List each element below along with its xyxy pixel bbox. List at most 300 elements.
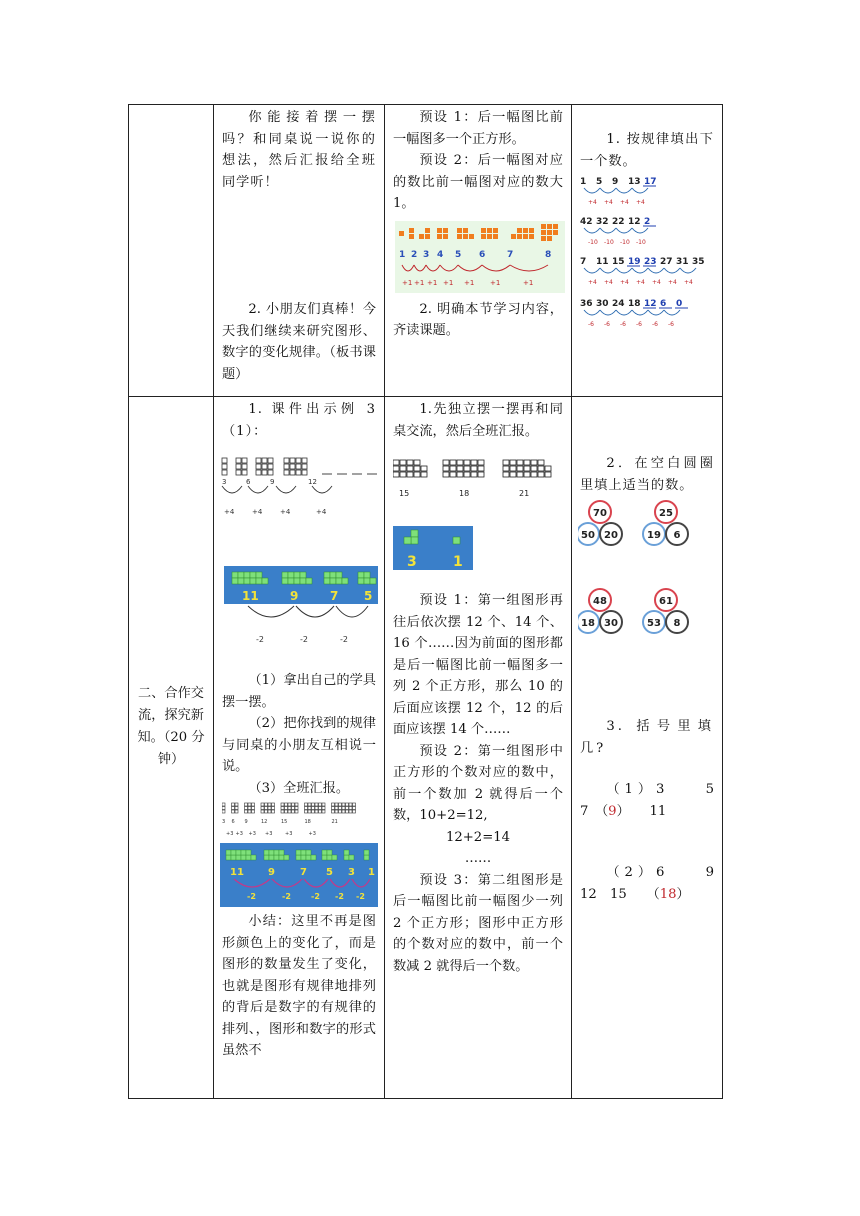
squares-growth-figure [395, 221, 565, 293]
report-square [235, 807, 238, 810]
circle-number: 61 [659, 596, 673, 607]
report-square [268, 807, 271, 810]
circle-number: 19 [647, 530, 661, 541]
decrease-number: 1 [368, 867, 375, 878]
report-square [342, 807, 345, 810]
report-square [335, 810, 338, 813]
report-square [269, 855, 274, 860]
grid-square [414, 460, 420, 465]
sequence-step: +4 [604, 199, 613, 206]
decrease-number: 3 [348, 867, 355, 878]
circle-number: 48 [593, 596, 607, 607]
student-paragraph: 预设 3：第二组图形是后一幅图比前一幅图少一列 2 个正方形；图形中正方形的个数对应的数中，前一个数减 2 就得后一个数。 [393, 872, 563, 974]
report-square [332, 803, 335, 806]
teacher-paragraph: 你能接着摆一摆吗？和同桌说一说你的想法，然后汇报给全班同学听！ [222, 110, 376, 190]
grid-square [464, 472, 470, 477]
strip-number: 6 [479, 249, 486, 260]
strip-number: 8 [545, 249, 552, 260]
report-square [272, 810, 275, 813]
sequence-number: 42 [580, 217, 593, 227]
sequence-number: 35 [692, 257, 705, 267]
grid-square [450, 466, 456, 471]
report-step: +3 [226, 831, 234, 837]
report-square [288, 807, 291, 810]
grid-square [517, 472, 523, 477]
report-number: 15 [281, 819, 288, 825]
sequence-step: +4 [652, 279, 661, 286]
circle-number: 6 [673, 530, 681, 541]
report-square [364, 850, 369, 855]
report-square [245, 810, 248, 813]
grid-square [517, 460, 523, 465]
sequence-arc [616, 310, 632, 315]
report-square [332, 807, 335, 810]
decrease-step: -2 [247, 892, 256, 901]
sequence-step: +4 [636, 199, 645, 206]
report-square [281, 810, 284, 813]
student-paragraph: 预设 2：后一幅图对应的数比前一幅图对应的数大 1。 [393, 153, 563, 211]
sequence-step: -6 [652, 321, 658, 328]
sequence-step: +4 [668, 279, 677, 286]
report-square [241, 855, 246, 860]
report-square [236, 850, 241, 855]
report-square [268, 810, 271, 813]
report-square [272, 807, 275, 810]
report-square [222, 807, 225, 810]
decreasing-squares-figure [224, 566, 378, 646]
report-number: 12 [261, 819, 268, 825]
report-number: 6 [231, 819, 235, 825]
report-square [274, 850, 279, 855]
exercise-question-3: 3. 括号里填几? [580, 719, 714, 756]
strip-number: 3 [423, 249, 430, 260]
grid-square [478, 472, 484, 477]
sequence-number: 11 [596, 257, 609, 267]
sequence-arc [584, 268, 600, 273]
report-square [246, 855, 251, 860]
strip-step: +1 [490, 278, 501, 287]
sequence-number: 22 [612, 217, 625, 227]
example-arc [248, 486, 268, 493]
report-square [281, 803, 284, 806]
decrease-step: -2 [335, 892, 344, 901]
report-square [332, 810, 335, 813]
sequence-number: 36 [580, 299, 593, 309]
sequence-arc [680, 268, 696, 273]
decreasing-squares-figure-2 [220, 843, 378, 907]
grid-square [531, 460, 537, 465]
group-number: 3 [407, 554, 417, 570]
report-square [248, 807, 251, 810]
report-square [248, 803, 251, 806]
sequence-arc [584, 188, 600, 193]
report-square [315, 807, 318, 810]
stage-label: 二、合作交流，探究新知。（20 分钟） [137, 686, 205, 767]
sequence-number: 30 [596, 299, 609, 309]
exercise-q3-part-2 [572, 862, 741, 905]
grid-square [407, 466, 413, 471]
grid-square [545, 472, 551, 477]
grid-square [464, 460, 470, 465]
example-number: 3 [222, 478, 227, 486]
sequence-step: -6 [636, 321, 642, 328]
grid-square [471, 460, 477, 465]
report-square [346, 803, 349, 806]
grid-square [393, 472, 399, 477]
report-square [344, 855, 349, 860]
exercise-title: 1. 按规律填出下一个数。 [580, 132, 714, 169]
sequence-arc [600, 310, 616, 315]
grid-square [538, 466, 544, 471]
grid-square [545, 466, 551, 471]
report-square [252, 803, 255, 806]
sequence-step: -6 [620, 321, 626, 328]
grid-square [464, 466, 470, 471]
report-square [339, 810, 342, 813]
sequence-answer: 23 [644, 257, 657, 267]
report-square [322, 855, 327, 860]
grid-square [531, 466, 537, 471]
sequence-step: +4 [588, 279, 597, 286]
circle-number: 53 [647, 618, 661, 629]
circle-number: 50 [581, 530, 595, 541]
exercise-q3-part-1 [572, 779, 741, 822]
report-square [281, 807, 284, 810]
grid-square [471, 466, 477, 471]
strip-step: +1 [464, 278, 475, 287]
report-square [272, 803, 275, 806]
sequence-answer: 6 [660, 299, 667, 309]
grid-square [457, 472, 463, 477]
strip-number: 2 [411, 249, 418, 260]
report-square [312, 810, 315, 813]
grid-number: 18 [459, 489, 470, 498]
report-step: +3 [248, 831, 256, 837]
report-square [319, 807, 322, 810]
decrease-step: -2 [356, 892, 365, 901]
report-square [335, 807, 338, 810]
sequence-number: 24 [612, 299, 625, 309]
example-number: 6 [246, 478, 251, 486]
example-3-squares-figure [216, 456, 384, 526]
report-number: 21 [331, 819, 338, 825]
decrease-number: 9 [268, 867, 275, 878]
circle-number: 25 [659, 508, 673, 519]
grid-square [510, 460, 516, 465]
student-equation: 12+2=14 [445, 829, 511, 845]
sequence-number: 15 [612, 257, 625, 267]
summary-paragraph: 小结：这里不再是图形颜色上的变化了，而是图形的数量发生了变化，也就是图形有规律地排列的背后是数字的有规律的排列、，图形和数字的形式虽然不 [222, 914, 376, 1058]
report-square [322, 807, 325, 810]
report-square [288, 803, 291, 806]
report-square [265, 810, 268, 813]
report-square [339, 803, 342, 806]
report-square [349, 855, 354, 860]
sequence-number: 5 [596, 177, 603, 187]
grid-square [471, 472, 477, 477]
sequence-arc [600, 268, 616, 273]
report-square [222, 803, 225, 806]
grid-square [457, 466, 463, 471]
report-square [279, 850, 284, 855]
strip-step: +1 [427, 278, 438, 287]
sequence-step: +4 [604, 279, 613, 286]
sequence-answer: 2 [644, 217, 651, 227]
grid-square [510, 472, 516, 477]
strip-step: +1 [414, 278, 425, 287]
report-square [222, 810, 225, 813]
report-square [261, 807, 264, 810]
grid-square [393, 466, 399, 471]
report-square [236, 855, 241, 860]
report-square [284, 855, 289, 860]
strip-number: 5 [455, 249, 462, 260]
sequence-arc [664, 268, 680, 273]
sequence-arc [600, 228, 616, 233]
class-report-small-figure [222, 801, 382, 841]
report-number: 18 [304, 819, 311, 825]
q3b-answer: 18 [659, 886, 677, 902]
report-square [353, 807, 356, 810]
grid-square [400, 472, 406, 477]
report-step: +3 [265, 831, 273, 837]
sequence-number: 9 [612, 177, 619, 187]
report-square [261, 810, 264, 813]
report-step: +3 [285, 831, 293, 837]
grid-square [503, 460, 509, 465]
sequence-step: +4 [588, 199, 597, 206]
student-activity-cell [385, 397, 572, 1099]
teacher-paragraph: （3）全班汇报。 [248, 780, 350, 796]
example-arc [222, 486, 242, 493]
report-square [344, 850, 349, 855]
report-square [349, 810, 352, 813]
q3a-prefix: （1）3 5 7 （ [580, 782, 741, 819]
report-square [308, 807, 311, 810]
circle-puzzle-figure [578, 500, 718, 650]
grid-square [538, 460, 544, 465]
report-square [295, 807, 298, 810]
report-square [301, 850, 306, 855]
sequence-answer: 12 [644, 299, 657, 309]
grid-square [407, 472, 413, 477]
sequence-answer: 17 [644, 177, 657, 187]
sequence-arc [616, 268, 632, 273]
decrease-arc [336, 606, 368, 617]
grid-square [400, 460, 406, 465]
report-square [285, 803, 288, 806]
report-square [315, 810, 318, 813]
report-square [295, 803, 298, 806]
teacher-activity-cell [214, 397, 385, 1099]
sequence-arc [648, 310, 664, 315]
report-number: 9 [244, 819, 248, 825]
sequence-step: -6 [604, 321, 610, 328]
report-square [235, 803, 238, 806]
sequence-step: -6 [588, 321, 594, 328]
report-square [308, 803, 311, 806]
teacher-paragraph: 1. 课件出示例 3（1）： [222, 402, 376, 439]
sequence-step: +4 [620, 199, 629, 206]
example-step: +4 [252, 508, 263, 516]
decrease-arc [248, 606, 294, 617]
strip-number: 4 [437, 249, 444, 260]
student-paragraph: 预设 2：第一组图形中正方形的个数对应的数中，前一个数加 2 就得后一个数，10+2=12, [393, 743, 563, 823]
teacher-activity-cell [214, 105, 385, 397]
q3a-answer: 9 [608, 803, 617, 819]
report-square [292, 807, 295, 810]
report-square [332, 855, 337, 860]
example-number: 12 [308, 478, 317, 486]
report-square [335, 803, 338, 806]
report-square [295, 810, 298, 813]
decrease-number: 11 [242, 589, 259, 603]
report-square [312, 803, 315, 806]
report-square [342, 810, 345, 813]
circle-number: 30 [604, 618, 618, 629]
stage-cell-empty [129, 105, 214, 397]
sequence-arc [632, 188, 648, 193]
report-square [305, 803, 308, 806]
report-square [245, 803, 248, 806]
two-groups-figure [393, 526, 473, 570]
grid-square [407, 460, 413, 465]
report-square [252, 810, 255, 813]
report-square [231, 850, 236, 855]
example-step: +4 [224, 508, 235, 516]
report-square [292, 810, 295, 813]
sequence-number: 32 [596, 217, 609, 227]
example-step: +4 [280, 508, 291, 516]
grid-square [450, 460, 456, 465]
decrease-step: -2 [311, 892, 320, 901]
student-paragraph: 2. 明确本节学习内容，齐读课题。 [393, 301, 563, 338]
student-paragraph: 预设 1：后一幅图比前一幅图多一个正方形。 [393, 110, 563, 147]
report-square [342, 803, 345, 806]
sequence-arc [632, 228, 648, 233]
decrease-arc [296, 606, 334, 617]
report-square [312, 807, 315, 810]
report-square [301, 855, 306, 860]
decrease-number: 7 [330, 589, 339, 603]
report-square [305, 807, 308, 810]
student-ellipsis: …… [464, 851, 492, 866]
teacher-paragraph: 2. 小朋友们真棒！今天我们继续来研究图形、数字的变化规律。（板书课题） [222, 302, 376, 382]
report-square [251, 855, 256, 860]
grid-square [421, 472, 427, 477]
report-square [346, 807, 349, 810]
report-square [241, 850, 246, 855]
circle-number: 8 [673, 618, 681, 629]
squares-grid-figure [393, 458, 563, 502]
report-square [246, 850, 251, 855]
example-step: +4 [316, 508, 327, 516]
grid-square [414, 466, 420, 471]
report-square [327, 855, 332, 860]
report-square [315, 803, 318, 806]
strip-step: +1 [443, 278, 454, 287]
example-arc [276, 486, 296, 493]
report-square [226, 855, 231, 860]
circle-number: 20 [604, 530, 618, 541]
sequence-number: 7 [580, 257, 587, 267]
report-square [319, 803, 322, 806]
decrease-step: -2 [256, 635, 264, 644]
report-square [349, 807, 352, 810]
teacher-paragraph: （1）拿出自己的学具摆一摆。 [222, 673, 376, 710]
grid-square [517, 466, 523, 471]
report-square [248, 810, 251, 813]
report-square [232, 807, 235, 810]
strip-number: 1 [399, 249, 406, 260]
grid-square [443, 460, 449, 465]
decrease-number: 7 [300, 867, 307, 878]
sequence-arc [600, 188, 616, 193]
grid-square [510, 466, 516, 471]
sequence-arc [584, 228, 600, 233]
grid-square [503, 472, 509, 477]
sequence-step: -10 [620, 239, 630, 246]
report-square [327, 850, 332, 855]
q3b-prefix: （2）6 9 12 15 （ [580, 865, 741, 902]
decrease-step: -2 [340, 635, 348, 644]
sequence-step: -6 [668, 321, 674, 328]
sequence-arc [584, 310, 600, 315]
report-square [308, 810, 311, 813]
exercise-cell [572, 105, 723, 397]
report-square [311, 855, 316, 860]
report-square [285, 807, 288, 810]
grid-square [538, 472, 544, 477]
report-square [322, 803, 325, 806]
sequence-answer: 0 [676, 299, 683, 309]
sequence-number: 18 [628, 299, 641, 309]
report-square [268, 803, 271, 806]
example-number: 9 [270, 478, 275, 486]
report-square [353, 810, 356, 813]
exercise-cell [572, 397, 741, 1099]
grid-square [450, 472, 456, 477]
grid-number: 21 [519, 489, 530, 498]
decrease-step: -2 [282, 892, 291, 901]
group-number: 1 [453, 554, 463, 570]
decrease-number: 5 [364, 589, 373, 603]
sequence-step: +4 [620, 279, 629, 286]
report-square [339, 807, 342, 810]
report-square [279, 855, 284, 860]
decrease-step: -2 [300, 635, 308, 644]
report-square [319, 810, 322, 813]
sequence-number: 31 [676, 257, 689, 267]
grid-square [457, 460, 463, 465]
report-step: +3 [308, 831, 316, 837]
grid-square [414, 472, 420, 477]
report-square [264, 855, 269, 860]
report-square [235, 810, 238, 813]
report-square [226, 850, 231, 855]
report-square [265, 803, 268, 806]
report-square [232, 803, 235, 806]
report-square [292, 803, 295, 806]
report-square [264, 850, 269, 855]
sequence-arc [616, 188, 632, 193]
grid-square [421, 466, 427, 471]
report-square [296, 850, 301, 855]
report-square [306, 850, 311, 855]
strip-step: +1 [523, 278, 534, 287]
sequence-step: +4 [636, 279, 645, 286]
exercise-question-2: 2．在空白圆圈里填上适当的数。 [580, 456, 714, 493]
